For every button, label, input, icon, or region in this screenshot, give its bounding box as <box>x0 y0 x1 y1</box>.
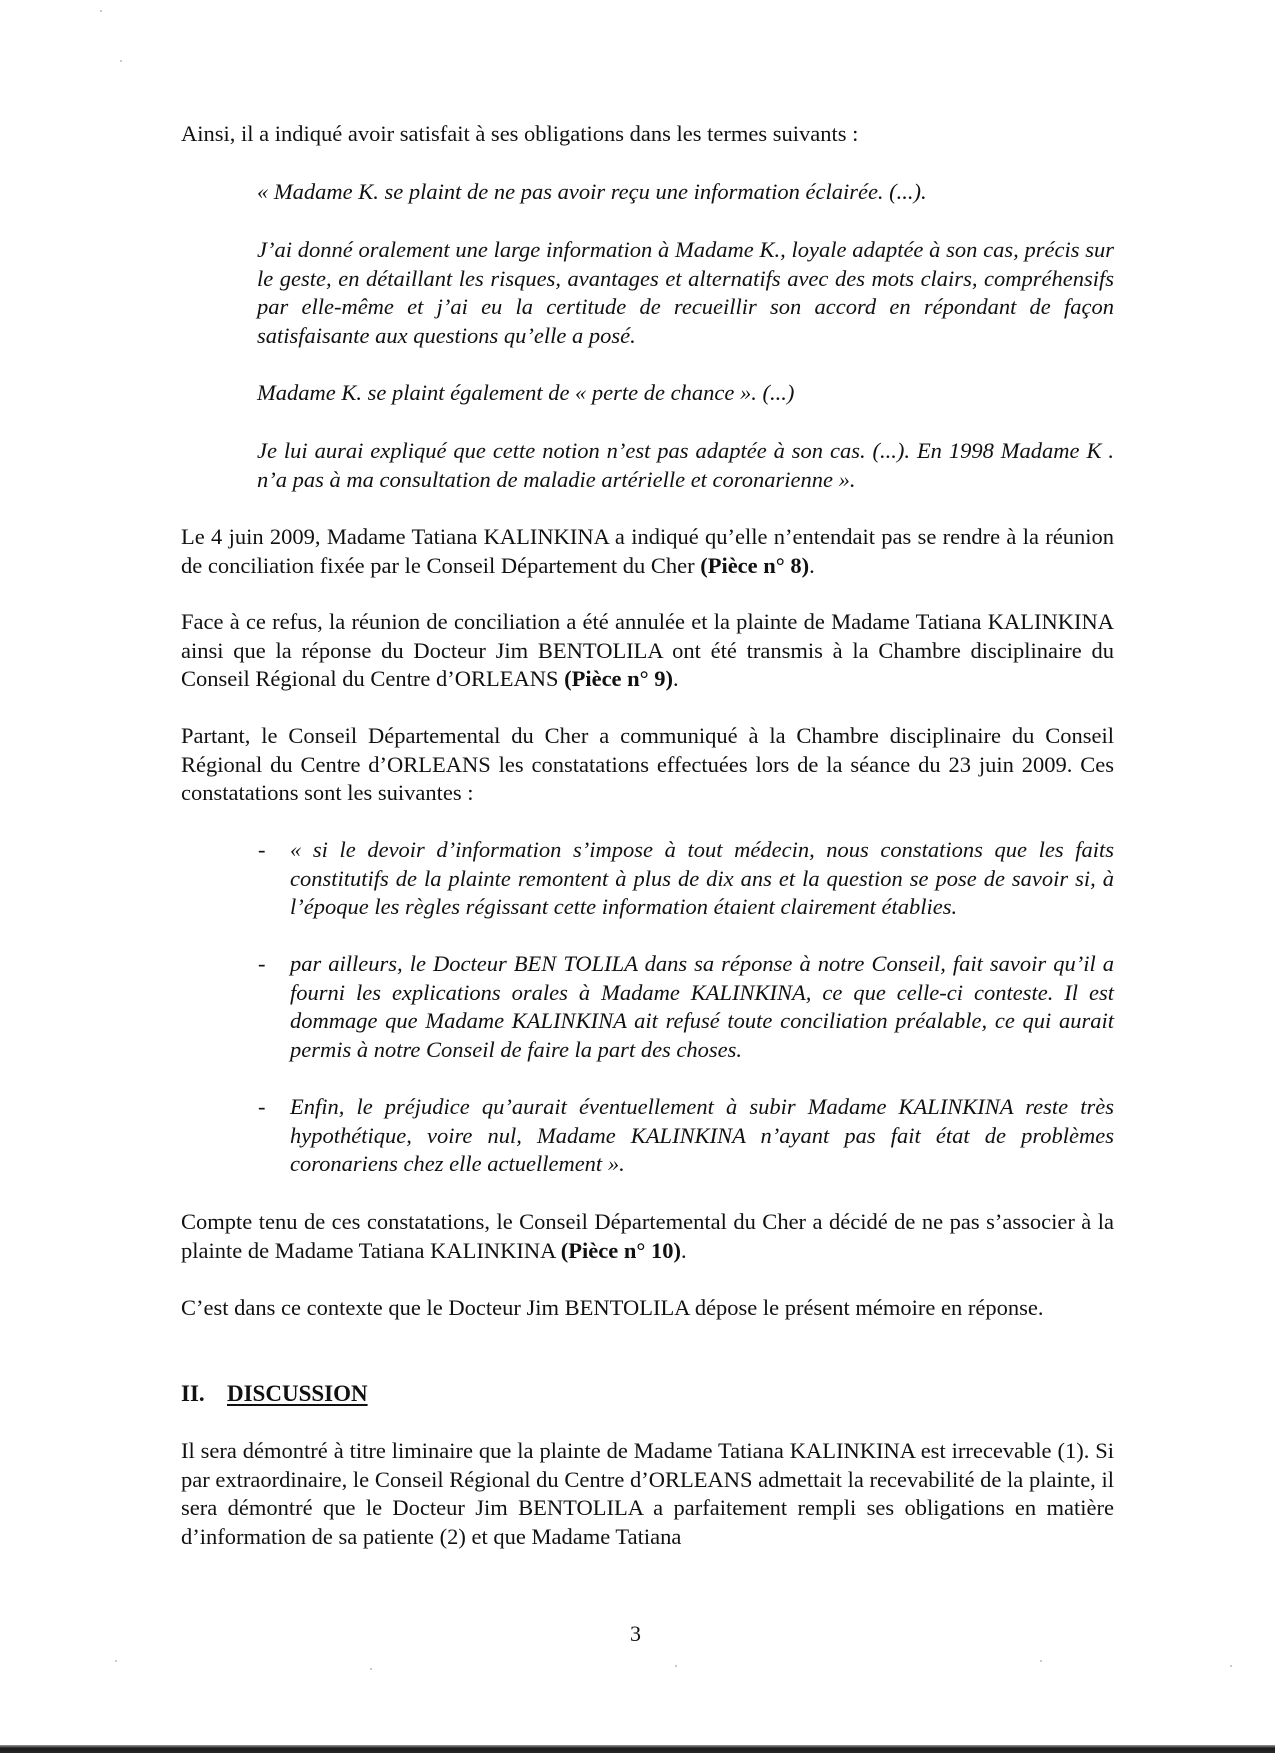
scan-speck <box>1040 1660 1042 1662</box>
paragraph-contexte: C’est dans ce contexte que le Docteur Jim BENTOLILA dépose le présent mémoire en réponse. <box>181 1295 1044 1320</box>
scan-bottom-edge <box>0 1745 1275 1753</box>
paragraph-end: . <box>680 1237 687 1263</box>
constatation-item-1 <box>258 836 1114 922</box>
paragraph-compte-tenu <box>181 1208 1114 1265</box>
quote-paragraph-2: J’ai donné oralement une large information à Madame K., loyale adaptée à son cas, précis sur le geste, en détaillant les risques, avantages et alternatifs avec des mots clairs, compréhensifs par elle-même et j’ai eu la certitude de recueillir son accord en répondant de façon satisfaisante aux questions qu’elle a posé. <box>257 237 1114 348</box>
paragraph-end: . <box>673 666 679 691</box>
constatation-text: par ailleurs, le Docteur BEN TOLILA dans sa réponse à notre Conseil, fait savoir qu’il a fourni les explications orales à Madame KALINKINA, ce que celle-ci conteste. Il est dommage que Madame KALINKINA ait refusé toute conciliation préalable, ce qui aurait permis à notre Conseil de faire la part des choses. <box>290 951 1114 1062</box>
exhibit-reference: (Pièce n° 10) <box>560 1237 681 1263</box>
page-number: 3 <box>630 1621 641 1646</box>
quote-paragraph-1: « Madame K. se plaint de ne pas avoir reçu une information éclairée. (...). <box>257 179 927 204</box>
quote-paragraph-3: Madame K. se plaint également de « perte de chance ». (...) <box>257 380 795 405</box>
exhibit-reference: (Pièce n° 8) <box>700 552 810 578</box>
paragraph-june-4 <box>181 523 1114 580</box>
scan-speck <box>120 60 122 62</box>
paragraph-discussion: Il sera démontré à titre liminaire que la plainte de Madame Tatiana KALINKINA est irrecevable (1). Si par extraordinaire, le Conseil Régional du Centre d’ORLEANS admettait la recevabilité de la plainte, il sera démontré que le Docteur Jim BENTOLILA a parfaitement rempli ses obligations en matière d’information de sa patiente (2) et que Madame Tatiana <box>181 1438 1114 1549</box>
exhibit-reference: (Pièce n° 9) <box>564 666 674 691</box>
constatation-item-3 <box>258 1093 1114 1179</box>
constatation-text: Enfin, le préjudice qu’aurait éventuellement à subir Madame KALINKINA reste très hypothétique, voire nul, Madame KALINKINA n’ayant pas fait état de problèmes coronariens chez elle actuellement ». <box>290 1094 1114 1176</box>
section-heading <box>181 1380 368 1409</box>
scan-speck <box>115 1660 117 1662</box>
intro-paragraph: Ainsi, il a indiqué avoir satisfait à ses obligations dans les termes suivants : <box>181 121 859 146</box>
scan-speck <box>1230 1665 1232 1667</box>
quote-paragraph-4: Je lui aurai expliqué que cette notion n’est pas adaptée à son cas. (...). En 1998 Madame K . n’a pas à ma consultation de maladie artérielle et coronarienne ». <box>257 438 1114 492</box>
list-dash: - <box>258 951 266 976</box>
paragraph-end: . <box>809 552 815 578</box>
list-dash: - <box>258 837 266 862</box>
list-dash: - <box>258 1094 266 1119</box>
scan-speck <box>675 1665 677 1667</box>
paragraph-refusal <box>181 608 1114 694</box>
constatation-text: « si le devoir d’information s’impose à tout médecin, nous constations que les faits constitutifs de la plainte remontent à plus de dix ans et la question se pose de savoir si, à l’époque les règles régissant cette information étaient clairement établies. <box>290 837 1114 919</box>
constatation-item-2 <box>258 950 1114 1064</box>
section-number: II. <box>181 1381 205 1406</box>
paragraph-text: Compte tenu de ces constatations, le Conseil Départemental du Cher a décidé de ne pas s’associer à la plainte de Madame Tatiana KALINKINA <box>181 1209 1114 1263</box>
section-title: DISCUSSION <box>227 1381 368 1406</box>
paragraph-text: Le 4 juin 2009, Madame Tatiana KALINKINA a indiqué qu’elle n’entendait pas se rendre à la réunion de conciliation fixée par le Conseil Département du Cher <box>181 524 1114 578</box>
scan-speck <box>100 10 102 12</box>
scan-speck <box>370 1668 372 1670</box>
paragraph-partant: Partant, le Conseil Départemental du Cher a communiqué à la Chambre disciplinaire du Conseil Régional du Centre d’ORLEANS les constatations effectuées lors de la séance du 23 juin 2009. Ces constatations sont les suivantes : <box>181 723 1114 805</box>
paragraph-text: Face à ce refus, la réunion de conciliation a été annulée et la plainte de Madame Tatiana KALINKINA ainsi que la réponse du Docteur Jim BENTOLILA ont été transmis à la Chambre disciplinaire du Conseil Régional du Centre d’ORLEANS <box>181 609 1114 691</box>
